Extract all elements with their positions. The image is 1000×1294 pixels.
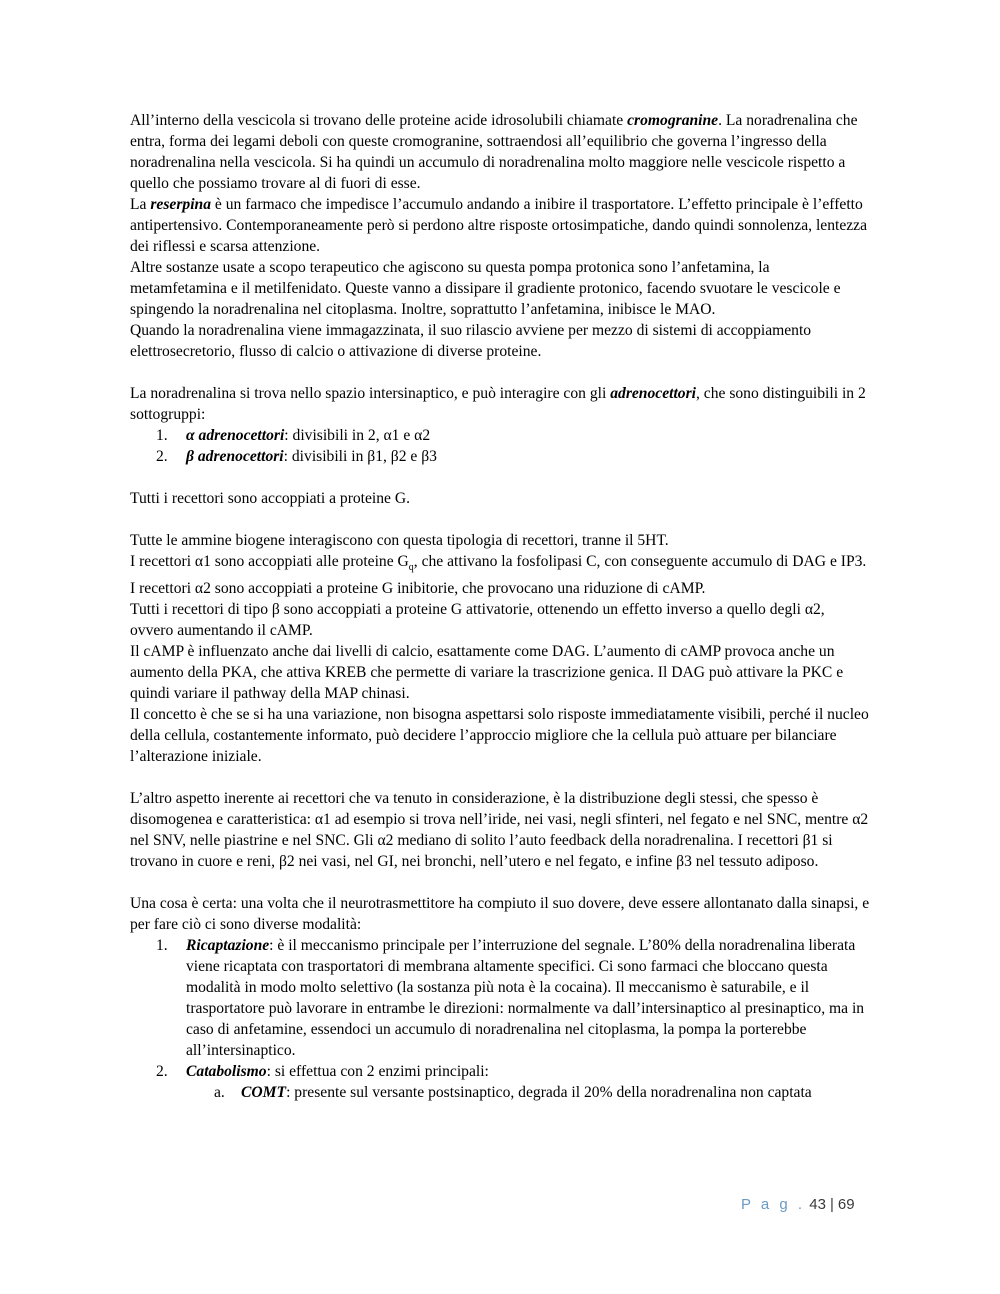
paragraph-modalita: Una cosa è certa: una volta che il neurotrasmettitore ha compiuto il suo dovere, deve essere allontanato dalla sinapsi, e per fare ciò ci sono diverse modalità: [130,895,870,934]
paragraph-concetto: Il concetto è che se si ha una variazione, non bisogna aspettarsi solo risposte immediatamente visibili, perché il nucleo della cellula, costantemente informato, può decidere l’approccio migliore che la cellula può attuare per bilanciare l’alterazione iniziale. [130,706,869,766]
list-item [130,446,870,467]
term-cromogranine: cromogranine [627,112,719,129]
modes-list [130,935,870,1082]
text: La [130,196,151,213]
page-body [130,110,870,1103]
paragraph-reserpina [130,194,870,257]
list-text: : presente sul versante postsinaptico, degrada il 20% della noradrenalina non captata [286,1084,812,1102]
list-item [130,1061,870,1082]
paragraph-adrenocettori [130,383,870,425]
page-total: 69 [837,1196,855,1213]
text: , che sono distinguibili in 2 sottogruppi: [130,385,866,423]
text: è un farmaco che impedisce l’accumulo andando a inibire il trasportatore. L’effetto principale è l’effetto antipertensivo. Contemporaneamente però si perdono altre risposte ortosimpatiche, dando quindi sonnolenza, lentezza dei riflessi e scarsa attenzione. [130,196,868,255]
term-adrenocettori: adrenocettori [610,385,696,402]
page-separator: | [829,1196,834,1213]
paragraph-beta: Tutti i recettori di tipo β sono accoppiati a proteine G attivatorie, ottenendo un effetto inverso a quello degli α2, ovvero aumentando il cAMP. [130,601,825,640]
subscript: q [408,562,414,574]
paragraph-camp: Il cAMP è influenzato anche dai livelli di calcio, esattamente come DAG. L’aumento di cAMP provoca anche un aumento della PKA, che attiva KREB che permette di variare la trascrizione genica. Il DAG può attivare la PKC e quindi variare il pathway della MAP chinasi. [130,643,844,703]
term-reserpina: reserpina [150,196,212,213]
list-text: : divisibili in β1, β2 e β3 [283,448,437,465]
text: La noradrenalina si trova nello spazio intersinaptico, e può interagire con gli [130,385,611,402]
paragraph-ammine: Tutte le ammine biogene interagiscono con questa tipologia di recettori, tranne il 5HT. [130,532,669,549]
list-term: COMT [241,1084,287,1102]
list-text: : si effettua con 2 enzimi principali: [266,1063,489,1081]
list-letter: a. [214,1084,225,1102]
paragraph-anfetamina: Altre sostanze usate a scopo terapeutico che agiscono su questa pompa protonica sono l’anfetamina, la metamfetamina e il metilfenidato. Queste vanno a dissipare il gradiente protonico, facendo svuotare le vescicole e spingendo la noradrenalina nel citoplasma. Inoltre, soprattutto l’anfetamina, inibisce le MAO. [130,259,841,318]
list-item [130,935,870,1061]
paragraph-alpha2: I recettori α2 sono accoppiati a proteine G inibitorie, che provocano una riduzione di cAMP. [130,580,706,598]
list-number: 1. [156,937,168,955]
list-number: 2. [156,448,168,465]
paragraph-proteine-g: Tutti i recettori sono accoppiati a proteine G. [130,490,411,507]
text: , che attivano la fosfolipasi C, con conseguente accumulo di DAG e IP3. [413,553,867,570]
paragraph-distribuzione: L’altro aspetto inerente ai recettori che va tenuto in considerazione, è la distribuzione degli stessi, che spesso è disomogenea e caratteristica: α1 ad esempio si trova nell’iride, nei vasi, negli sfinteri, nel fegato e nel SNC, mentre α2 nel SNV, nelle piastrine e nel SNC. Gli α2 mediano di solito l’auto feedback della noradrenalina. I recettori β1 si trovano in cuore e reni, β2 nei vasi, nel GI, nei bronchi, nell’utero e nel fegato, e infine β3 nel tessuto adiposo. [130,790,869,871]
page-number: 43 [809,1196,826,1213]
text: All’interno della vescicola si trovano delle proteine acide idrosolubili chiamate [130,112,628,129]
text: . La noradrenalina che entra, forma dei legami deboli con queste cromogranine, sottraendosi all’equilibrio che governa l’ingresso della noradrenalina nella vescicola. Si ha quindi un accumulo di noradrenalina molto maggiore nelle vescicole rispetto a quello che possiamo trovare al di fuori di esse. [130,112,858,192]
paragraph-rilascio: Quando la noradrenalina viene immagazzinata, il suo rilascio avviene per mezzo di sistemi di accoppiamento elettrosecretorio, flusso di calcio o attivazione di diverse proteine. [130,322,812,360]
page-label: P a g . [741,1196,806,1213]
paragraph-cromogranine [130,110,870,194]
list-item [130,1082,870,1103]
list-item [130,425,870,446]
receptor-list [130,425,870,467]
list-term: Ricaptazione [186,937,270,955]
list-term: β adrenocettori [186,448,284,465]
page-footer [741,1196,855,1213]
list-text: : è il meccanismo principale per l’interruzione del segnale. L’80% della noradrenalina liberata viene ricaptata con trasportatori di membrana altamente specifici. Ci sono farmaci che bloccano questa modalità in modo molto selettivo (la sostanza più nota è la cocaina). Il meccanismo è saturabile, e il trasportatore può lavorare in entrambe le direzioni: normalmente va dall’intersinaptico al presinaptico, ma in caso di anfetamine, essendoci un accumulo di noradrenalina nel citoplasma, la pompa la porterebbe all’intersinaptico. [186,937,865,1060]
list-term: α adrenocettori [186,427,285,444]
list-number: 2. [156,1063,168,1081]
paragraph-alpha1 [130,551,870,578]
list-number: 1. [156,427,168,444]
enzymes-list [130,1082,870,1103]
list-term: Catabolismo [186,1063,267,1081]
text: I recettori α1 sono accoppiati alle proteine G [130,553,409,570]
list-text: : divisibili in 2, α1 e α2 [284,427,431,444]
